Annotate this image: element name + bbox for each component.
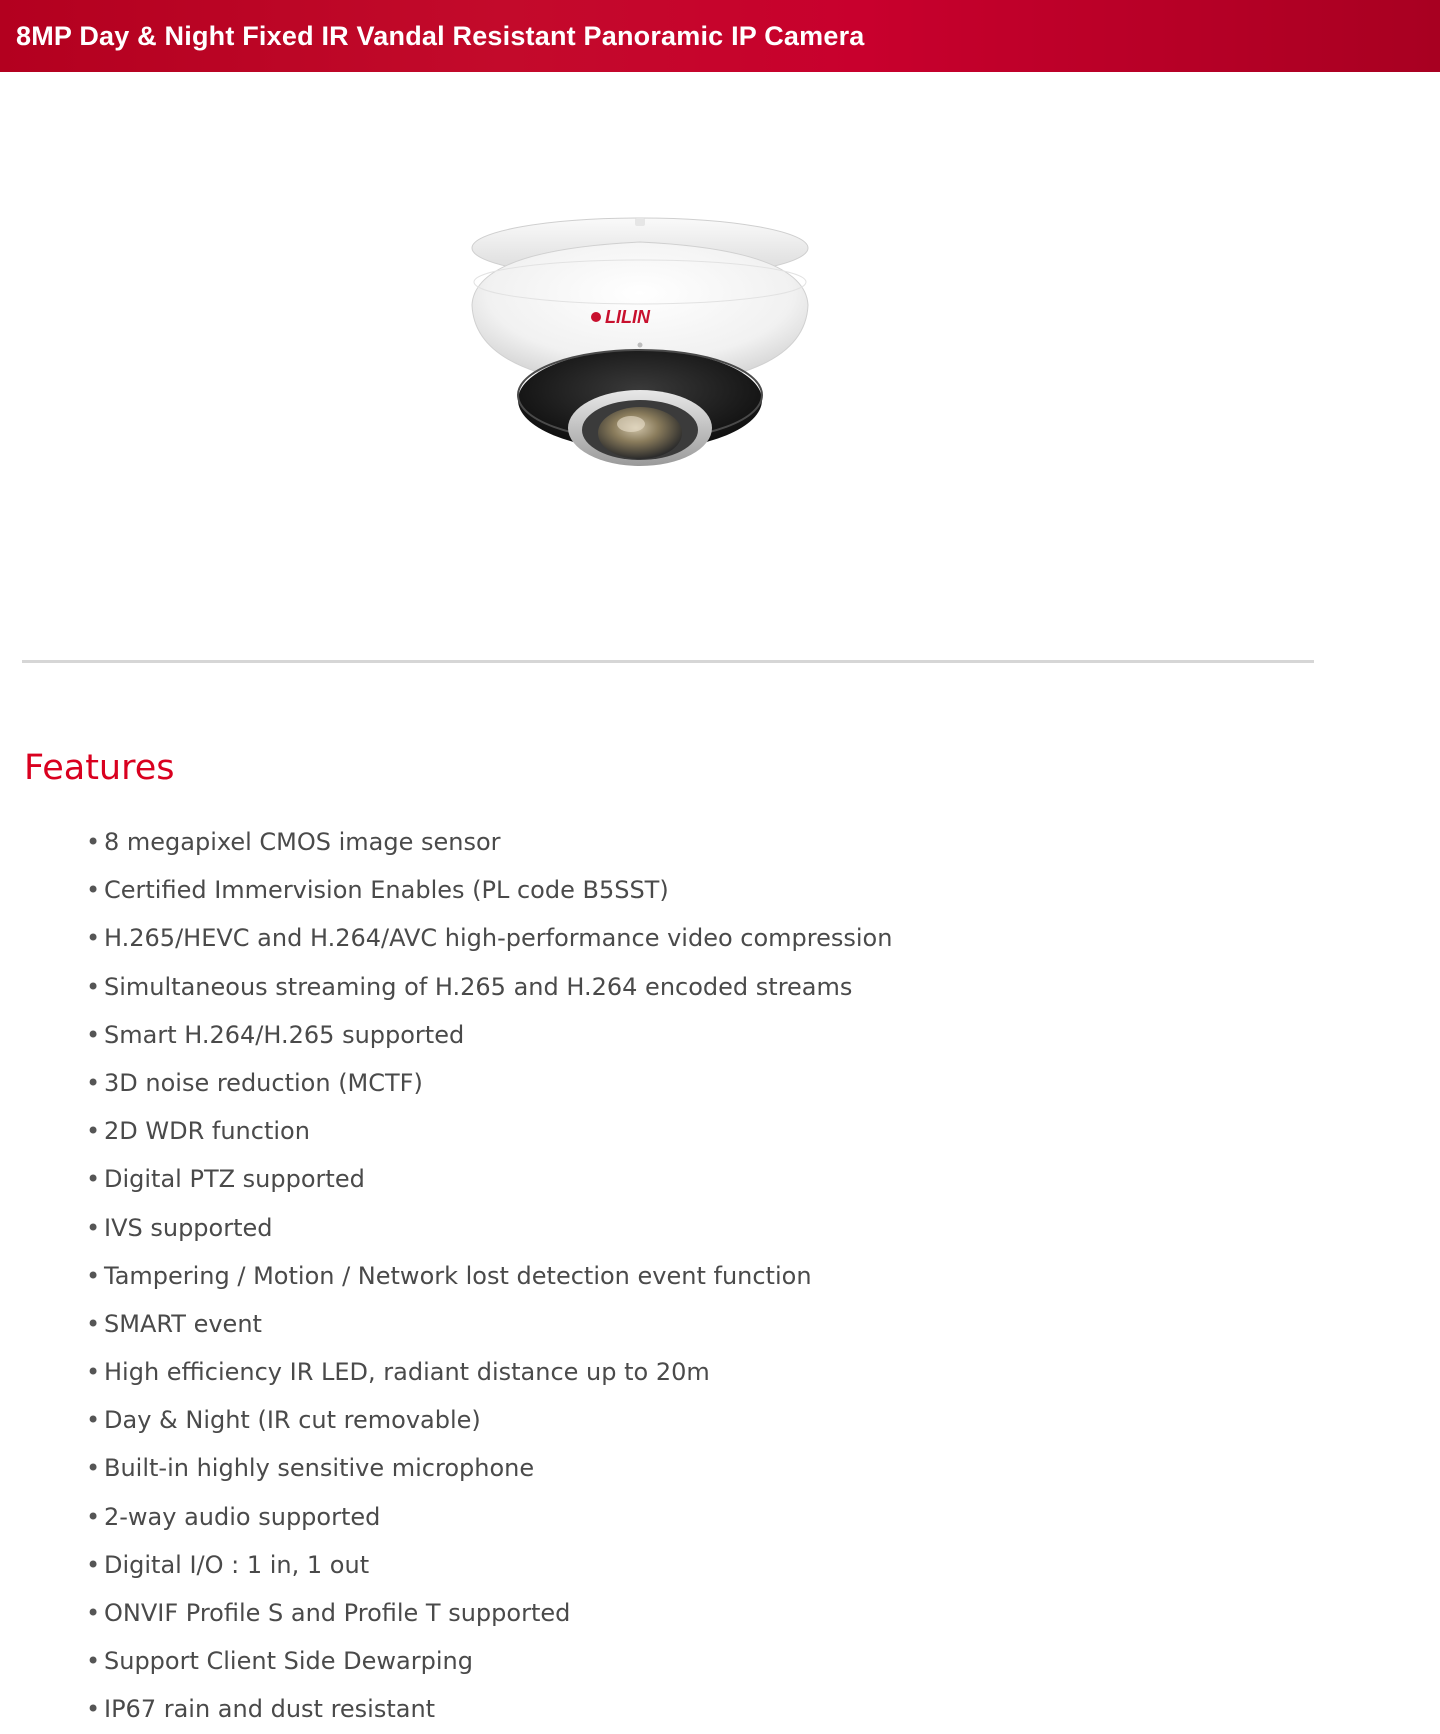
feature-text: Day & Night (IR cut removable) — [104, 1406, 481, 1435]
feature-item — [86, 1252, 892, 1300]
feature-text: IP67 rain and dust resistant — [104, 1695, 436, 1724]
feature-text: Built-in highly sensitive microphone — [104, 1454, 535, 1483]
feature-text: IVS supported — [104, 1213, 273, 1242]
bullet-icon: • — [86, 1309, 101, 1338]
feature-item — [86, 1348, 892, 1396]
feature-text: Smart H.264/H.265 supported — [104, 1020, 465, 1049]
page-title: 8MP Day & Night Fixed IR Vandal Resistant Panoramic IP Camera — [16, 20, 865, 51]
feature-item — [86, 1396, 892, 1444]
bullet-icon: • — [86, 1550, 101, 1579]
feature-item — [86, 914, 892, 962]
bullet-icon: • — [86, 1261, 101, 1290]
dome-camera-icon — [435, 210, 845, 500]
title-bar — [0, 0, 1440, 72]
feature-item — [86, 1685, 892, 1733]
feature-item — [86, 1541, 892, 1589]
bullet-icon: • — [86, 1599, 101, 1627]
feature-item — [86, 866, 892, 914]
bullet-icon: • — [86, 1454, 101, 1483]
feature-item — [86, 1637, 892, 1685]
feature-item — [86, 1300, 892, 1348]
feature-item — [86, 1444, 892, 1492]
feature-text: High efficiency IR LED, radiant distance up to 20m — [104, 1358, 710, 1387]
bullet-icon: • — [86, 1117, 101, 1146]
feature-text: H.265/HEVC and H.264/AVC high-performance video compression — [104, 924, 893, 953]
feature-text: Support Client Side Dewarping — [104, 1647, 473, 1676]
feature-text: ONVIF Profile S and Profile T supported — [104, 1599, 571, 1627]
feature-item — [86, 1204, 892, 1252]
feature-item — [86, 1059, 892, 1107]
feature-text: 2-way audio supported — [104, 1502, 381, 1531]
bullet-icon: • — [86, 876, 101, 905]
features-list — [86, 818, 892, 1734]
feature-item — [86, 1107, 892, 1155]
bullet-icon: • — [86, 1165, 101, 1194]
feature-item — [86, 1493, 892, 1541]
feature-item — [86, 818, 892, 866]
feature-text: Digital I/O : 1 in, 1 out — [104, 1550, 370, 1579]
bullet-icon: • — [86, 828, 101, 856]
feature-text: Simultaneous streaming of H.265 and H.264 encoded streams — [104, 972, 853, 1001]
bullet-icon: • — [86, 1068, 101, 1097]
bullet-icon: • — [86, 1647, 101, 1676]
bullet-icon: • — [86, 1502, 101, 1531]
feature-text: SMART event — [104, 1309, 262, 1338]
feature-item — [86, 1155, 892, 1203]
features-heading: Features — [24, 748, 175, 788]
bullet-icon: • — [86, 1695, 101, 1724]
brand-logo-text: LILIN — [605, 307, 650, 327]
feature-item — [86, 1011, 892, 1059]
feature-text: 8 megapixel CMOS image sensor — [104, 828, 501, 856]
feature-item — [86, 963, 892, 1011]
bullet-icon: • — [86, 924, 101, 953]
bullet-icon: • — [86, 1213, 101, 1242]
bullet-icon: • — [86, 1406, 101, 1435]
section-divider — [22, 660, 1314, 663]
bullet-icon: • — [86, 972, 101, 1001]
bullet-icon: • — [86, 1358, 101, 1387]
feature-text: 3D noise reduction (MCTF) — [104, 1068, 423, 1097]
feature-text: Digital PTZ supported — [104, 1165, 365, 1194]
feature-text: Certified Immervision Enables (PL code B5SST) — [104, 876, 669, 905]
bullet-icon: • — [86, 1020, 101, 1049]
feature-text: Tampering / Motion / Network lost detection event function — [104, 1261, 812, 1290]
feature-item — [86, 1589, 892, 1637]
feature-text: 2D WDR function — [104, 1117, 310, 1146]
